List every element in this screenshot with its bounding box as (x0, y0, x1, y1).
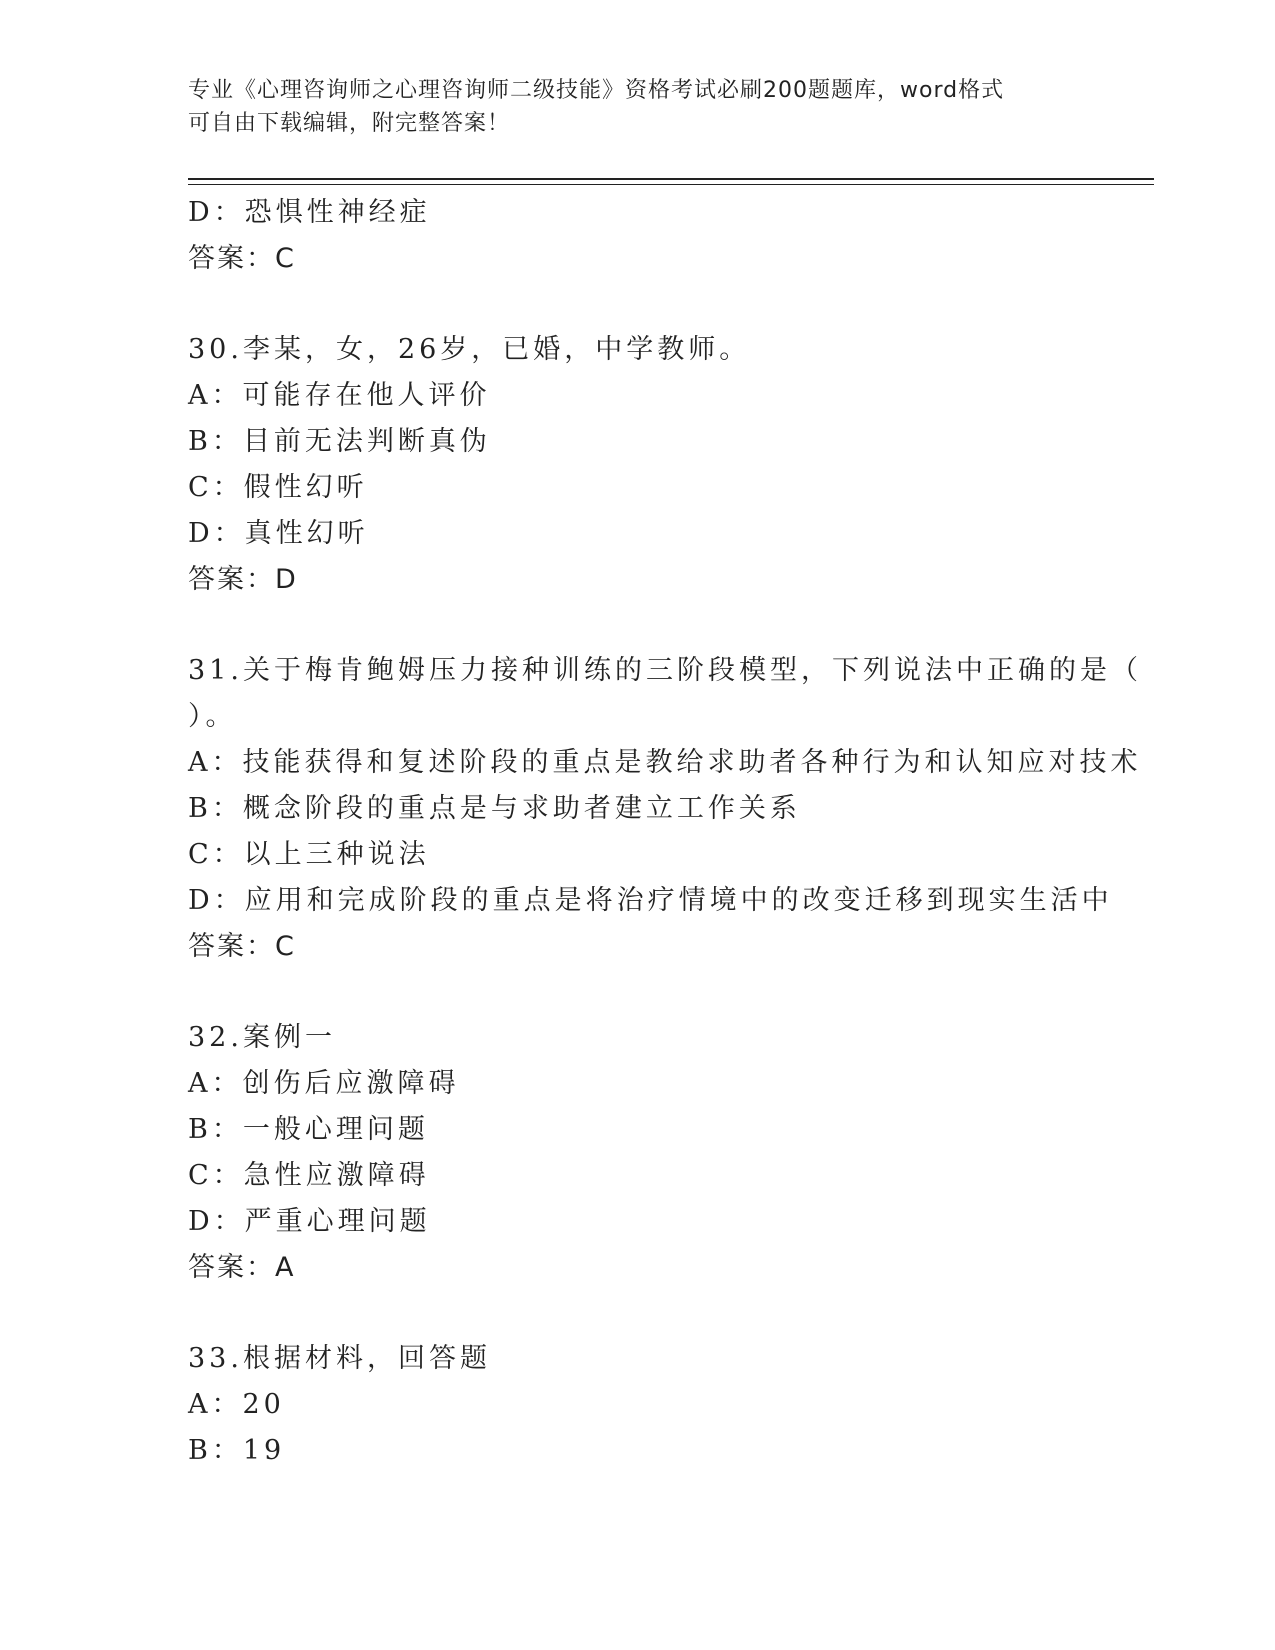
option-b: B：概念阶段的重点是与求助者建立工作关系 (188, 793, 801, 824)
option-d: D：严重心理问题 (188, 1206, 431, 1237)
question-list (188, 190, 1142, 1474)
question-30 (188, 327, 1118, 603)
question-32 (188, 1015, 1118, 1291)
header-rule-thin (188, 184, 1154, 185)
answer-line: 答案：D (188, 564, 298, 595)
option-b: B：一般心理问题 (188, 1114, 429, 1145)
option-c: C：急性应激障碍 (188, 1160, 430, 1191)
option-b: B：目前无法判断真伪 (188, 426, 491, 457)
option-b: B：19 (188, 1435, 286, 1466)
previous-question-tail (188, 190, 1118, 282)
option-c: C：以上三种说法 (188, 839, 430, 870)
question-33 (188, 1336, 1118, 1474)
option-a: A：可能存在他人评价 (188, 380, 491, 411)
answer-line: 答案：A (188, 1252, 296, 1283)
option-d: D：恐惧性神经症 (188, 197, 431, 228)
option-d: D：应用和完成阶段的重点是将治疗情境中的改变迁移到现实生活中 (188, 885, 1113, 916)
option-a: A：20 (188, 1389, 285, 1420)
option-d: D：真性幻听 (188, 518, 369, 549)
option-a: A：创伤后应激障碍 (188, 1068, 460, 1099)
question-31 (188, 648, 1142, 970)
option-c: C：假性幻听 (188, 472, 368, 503)
header-line-1: 专业《心理咨询师之心理咨询师二级技能》资格考试必刷200题题库，word格式 (188, 78, 1005, 103)
question-stem: 30.李某，女，26岁，已婚，中学教师。 (188, 334, 751, 365)
header-line-2: 可自由下载编辑，附完整答案！ (188, 111, 511, 136)
document-header (188, 74, 1088, 140)
question-stem-line-1: 31.关于梅肯鲍姆压力接种训练的三阶段模型，下列说法中正确的是（ (188, 655, 1142, 686)
answer-line: 答案：C (188, 243, 296, 274)
option-a: A：技能获得和复述阶段的重点是教给求助者各种行为和认知应对技术 (188, 747, 1142, 778)
question-stem: 33.根据材料，回答题 (188, 1343, 491, 1374)
question-stem: 32.案例一 (188, 1022, 336, 1053)
answer-line: 答案：C (188, 931, 296, 962)
header-rule-thick (188, 178, 1154, 180)
question-stem-line-2: ）。 (188, 701, 237, 732)
